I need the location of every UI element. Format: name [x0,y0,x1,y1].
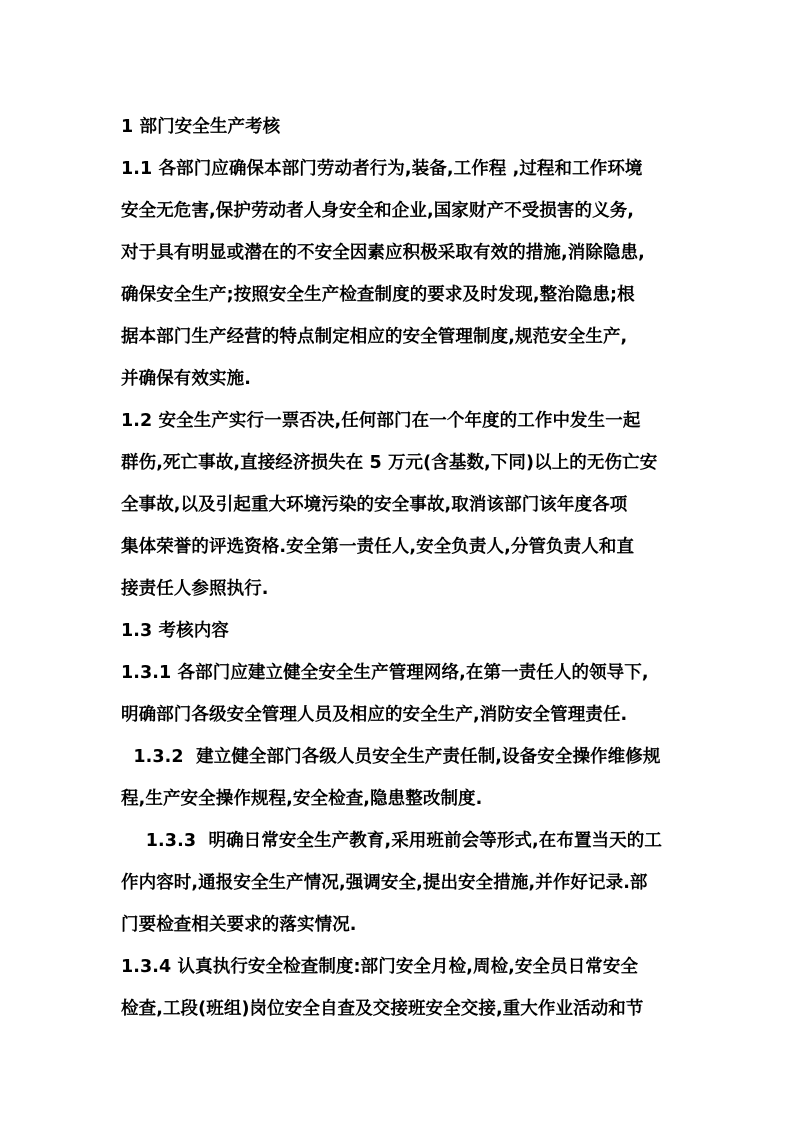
paragraph-1-1-line-5: 据本部门生产经营的特点制定相应的安全管理制度,规范安全生产, [121,327,628,347]
paragraph-1-3-4-line-2: 检查,工段(班组)岗位安全自查及交接班安全交接,重大作业活动和节 [121,999,644,1019]
paragraph-1-2-line-5: 接责任人参照执行. [121,579,269,599]
paragraph-1-3-3-line-3: 门要检查相关要求的落实情况. [121,915,357,935]
section-heading-1-3: 1.3 考核内容 [121,621,229,641]
paragraph-1-2-line-4: 集体荣誉的评选资格.安全第一责任人,安全负责人,分管负责人和直 [121,537,635,557]
paragraph-1-1-line-4: 确保安全生产;按照安全生产检查制度的要求及时发现,整治隐患;根 [121,285,635,305]
paragraph-1-1-line-3: 对于具有明显或潜在的不安全因素应积极采取有效的措施,消除隐患, [121,243,645,263]
paragraph-1-3-3-line-2: 作内容时,通报安全生产情况,强调安全,提出安全措施,并作好记录.部 [121,873,648,893]
paragraph-1-3-2-line-2: 程,生产安全操作规程,安全检查,隐患整改制度. [121,789,483,809]
paragraph-1-3-2-line-1: 1.3.2 建立健全部门各级人员安全生产责任制,设备安全操作维修规 [121,747,661,767]
paragraph-1-1-line-2: 安全无危害,保护劳动者人身安全和企业,国家财产不受损害的义务, [121,201,635,221]
paragraph-1-3-3-line-1: 1.3.3 明确日常安全生产教育,采用班前会等形式,在布置当天的工 [121,831,662,851]
paragraph-1-2-line-1: 1.2 安全生产实行一票否决,任何部门在一个年度的工作中发生一起 [121,411,641,431]
paragraph-1-1-line-6: 并确保有效实施. [121,369,251,389]
paragraph-1-3-4-line-1: 1.3.4 认真执行安全检查制度:部门安全月检,周检,安全员日常安全 [121,957,639,977]
paragraph-1-3-1-line-1: 1.3.1 各部门应建立健全安全生产管理网络,在第一责任人的领导下, [121,663,649,683]
paragraph-1-2-line-3: 全事故,以及引起重大环境污染的安全事故,取消该部门该年度各项 [121,495,628,515]
paragraph-1-2-line-2: 群伤,死亡事故,直接经济损失在 5 万元(含基数,下同)以上的无伤亡安 [121,453,658,473]
paragraph-1-1-line-1: 1.1 各部门应确保本部门劳动者行为,装备,工作程 ,过程和工作环境 [121,159,643,179]
section-heading-1: 1 部门安全生产考核 [121,117,281,137]
paragraph-1-3-1-line-2: 明确部门各级安全管理人员及相应的安全生产,消防安全管理责任. [121,705,628,725]
